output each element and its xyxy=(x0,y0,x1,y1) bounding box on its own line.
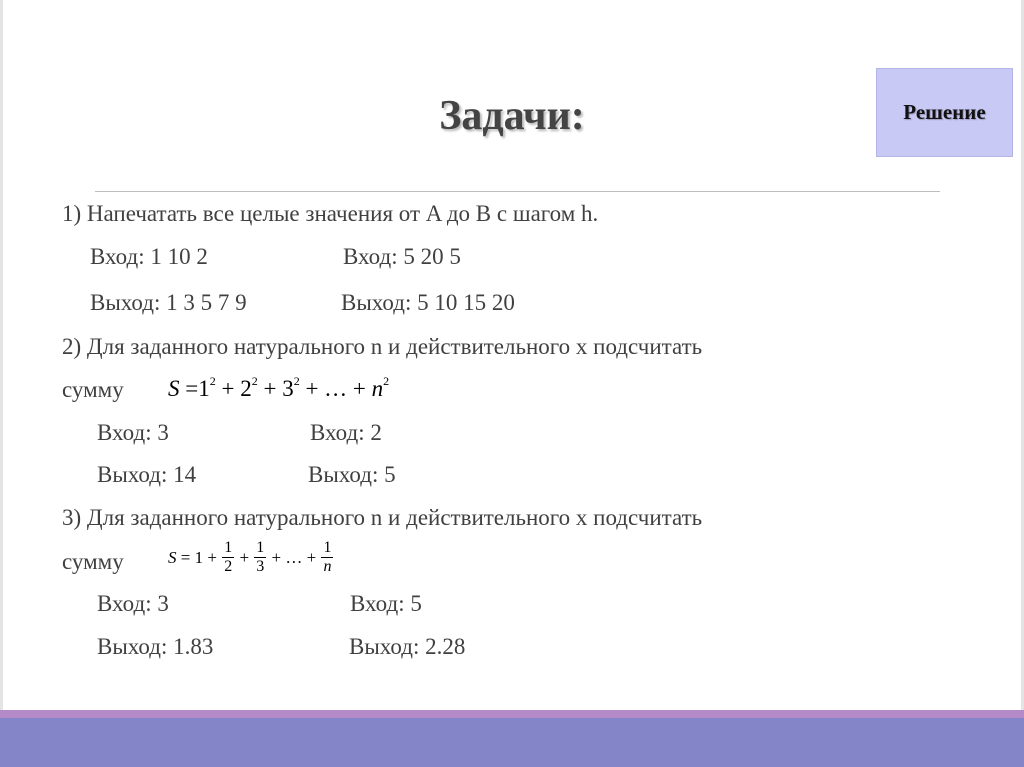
formula-term-2: + 2 xyxy=(215,376,252,401)
solution-button[interactable]: Решение xyxy=(876,68,1013,157)
formula-eq: = xyxy=(179,376,199,401)
task3-input-2: Вход: 5 xyxy=(350,591,422,616)
formula-exp-n: 2 xyxy=(383,374,390,389)
task3-formula xyxy=(168,539,334,576)
task3-output-1: Выход: 1.83 xyxy=(97,634,214,659)
task1-text: 1) Напечатать все целые значения от A до B с шагом h. xyxy=(62,201,599,226)
slide-title: Задачи: xyxy=(439,93,585,139)
fraction-numerator: 1 xyxy=(256,539,265,556)
formula-dots: + … + xyxy=(299,376,372,401)
fraction-denominator: 3 xyxy=(256,558,265,575)
fraction-numerator: 1 xyxy=(323,539,332,556)
formula-s: S xyxy=(168,376,180,401)
fraction-one-over-n xyxy=(321,539,333,576)
formula-exp-2: 2 xyxy=(251,374,258,389)
footer-band xyxy=(0,718,1024,767)
task3-input-1: Вход: 3 xyxy=(97,591,169,616)
task1-input-1: Вход: 1 10 2 xyxy=(90,244,208,269)
task2-input-2: Вход: 2 xyxy=(310,420,382,445)
task1-output-1: Выход: 1 3 5 7 9 xyxy=(90,290,247,315)
footer-band-accent xyxy=(0,710,1024,718)
fraction-denominator: n xyxy=(323,558,332,575)
task2-formula xyxy=(168,376,389,402)
task3-text: 3) Для заданного натурального n и действительного x подсчитать xyxy=(62,505,703,530)
task2-output-2: Выход: 5 xyxy=(308,462,396,487)
task3-sum-word: сумму xyxy=(62,549,124,574)
formula3-eq: = 1 + xyxy=(176,547,222,567)
task2-output-1: Выход: 14 xyxy=(97,462,197,487)
fraction-one-third xyxy=(254,539,266,576)
formula-exp-1: 2 xyxy=(209,374,216,389)
formula3-plus: + xyxy=(235,547,254,567)
task2-sum-word: сумму xyxy=(62,377,124,402)
formula-exp-3: 2 xyxy=(293,374,300,389)
task3-output-2: Выход: 2.28 xyxy=(349,634,466,659)
task2-input-1: Вход: 3 xyxy=(97,420,169,445)
fraction-denominator: 2 xyxy=(224,558,233,575)
fraction-numerator: 1 xyxy=(224,539,233,556)
formula-term-1: 1 xyxy=(198,376,210,401)
fraction-one-half xyxy=(222,539,234,576)
formula3-dots: + … + xyxy=(267,547,321,567)
task1-input-2: Вход: 5 20 5 xyxy=(343,244,461,269)
task2-text: 2) Для заданного натурального n и действительного x подсчитать xyxy=(62,334,703,359)
title-divider xyxy=(95,191,940,192)
formula-n: n xyxy=(371,376,384,401)
task1-output-2: Выход: 5 10 15 20 xyxy=(341,290,515,315)
formula3-s: S xyxy=(168,547,177,567)
formula-term-3: + 3 xyxy=(257,376,294,401)
